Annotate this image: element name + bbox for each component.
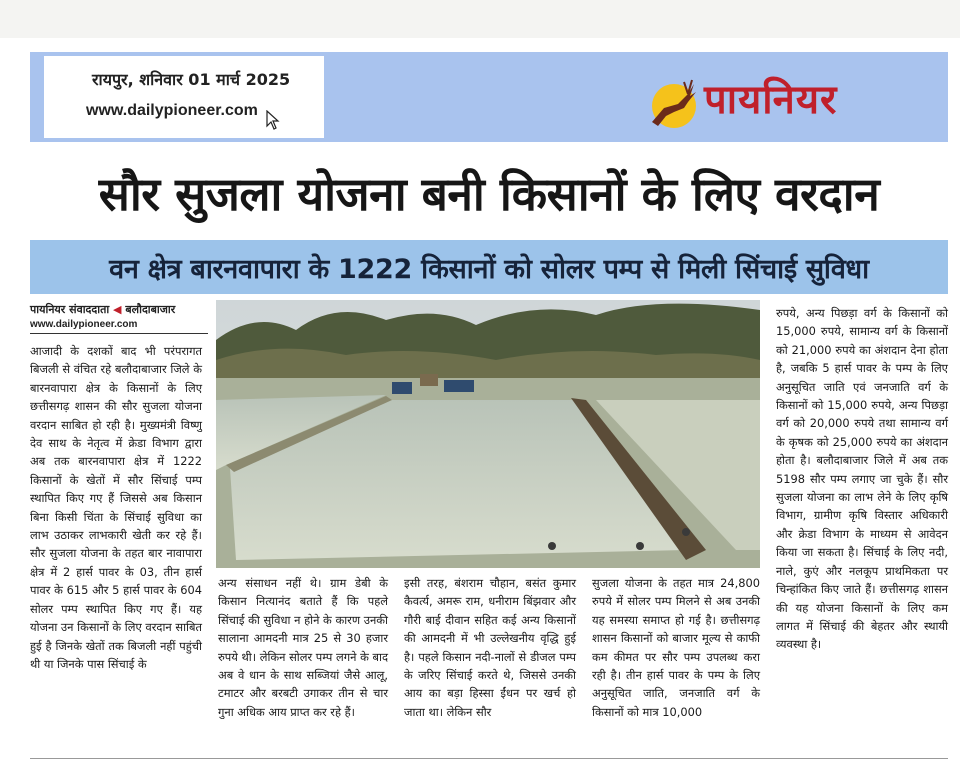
page-top-margin [0, 0, 960, 38]
column-3-text: इसी तरह, बंशराम चौहान, बसंत कुमार कैवर्त्य, अमरू राम, धनीराम बिंझवार और गौरी बाई दीवान सहित कई अन्य किसानों की आमदनी में भी उल्लेखनीय वृद्धि हुई है। पहले किसान नदी-नालों से डीजल पम्प के जरिए सिंचाई करते थे, जिससे उनकी आय का बड़ा हिस्सा ईंधन पर खर्च हो जाता था। लेकिन सौर [404, 576, 576, 719]
divider [30, 333, 208, 334]
byline-author: पायनियर संवाददाता [30, 303, 110, 316]
byline-url: www.dailypioneer.com [30, 319, 138, 330]
pioneer-logo [644, 64, 944, 132]
column-2-text: अन्य संसाधन नहीं थे। ग्राम डेबी के किसान नित्यानंद बताते हैं कि पहले सिंचाई की सुविधा न होने के कारण उनकी सालाना आमदनी मात्र 25 से 30 हजार रुपये थी। लेकिन सोलर पम्प लगने के बाद अब वे धान के साथ सब्जियां जैसे आलू, टमाटर और बरबटी उगाकर तीन से चार गुना अधिक आय प्राप्त कर रहे हैं। [218, 576, 388, 719]
byline [30, 302, 175, 317]
field-photo-image [216, 300, 760, 568]
deer-emblem-icon [644, 74, 702, 132]
paper-name: पायनियर [704, 77, 838, 123]
dateline-box [44, 56, 324, 138]
dateline: रायपुर, शनिवार 01 मार्च 2025 [92, 70, 291, 89]
column-5-text: रुपये, अन्य पिछड़ा वर्ग के किसानों को 15,000 रुपये, सामान्य वर्ग के किसानों को 21,000 रुपये का अंशदान देना होता है, जबकि 5 हार्स पावर के पम्प के लिए अनुसूचित जाति एवं जनजाति वर्ग के किसानों को 15,000 रुपये, अन्य पिछड़ा वर्ग को 20,000 रुपये तथा सामान्य वर्ग के कृषक को 25,000 रुपये का अंशदान होता है। बलौदाबाजार जिले में अब तक 5198 सौर पम्प लगाए जा चुके हैं। सौर सुजला योजना का लाभ लेने के लिए कृषि विभाग, ग्रामीण कृषि विस्तार अधिकारी और क्रेडा विभाग के माध्यम से आवेदन किया जा सकता है। सिंचाई के लिए नदी, नाले, कुएं और नलकूप प्राथमिकता पर चिन्हांकित किए जाते हैं। छत्तीसगढ़ शासन की यह योजना किसानों के लिए कम लागत में सिंचाई की बेहतर और स्थायी व्यवस्था है। [776, 306, 948, 652]
masthead [30, 52, 948, 142]
column-1-text: आजादी के दशकों बाद भी परंपरागत बिजली से वंचित रहे बलौदाबाजार जिले के बारनवापारा क्षेत्र के किसानों के लिए छत्तीसगढ़ शासन की सौर सुजला योजना वरदान साबित हो रही है। मुख्यमंत्री विष्णु देव साथ के नेतृत्व में क्रेडा विभाग द्वारा अब तक बारनवापारा क्षेत्र में 1222 किसानों के खेतों में सौर सिंचाई पम्प स्थापित किए गए हैं जिससे अब किसान बिना किसी चिंता के सिंचाई सुविधा का लाभ उठाकर लाभकारी खेती कर रहे हैं। सौर सुजला योजना के तहत बार नावापारा क्षेत्र में 2 हार्स पावर के 03, तीन हार्स पावर के 615 और 5 हार्स पावर के 604 सोलर पम्प स्थापित किए गए हैं। यह योजना उन किसानों के लिए वरदान साबित हुई है जिनके खेतों तक बिजली नहीं पहुंची थी या जिनके पास सिंचाई के [30, 344, 202, 671]
mouse-cursor-icon [266, 110, 280, 130]
article-photo [216, 300, 760, 568]
article-column-1 [30, 342, 202, 673]
headline: सौर सुजला योजना बनी किसानों के लिए वरदान [98, 167, 880, 221]
article-column-3 [404, 574, 576, 721]
byline-location: बलौदाबाजार [125, 303, 176, 316]
article-column-5 [776, 304, 948, 654]
subheadline-band [30, 240, 948, 294]
website-link[interactable]: www.dailypioneer.com [86, 102, 258, 119]
divider [30, 758, 948, 759]
subheadline: वन क्षेत्र बारनवापारा के 1222 किसानों को सोलर पम्प से मिली सिंचाई सुविधा [109, 254, 869, 285]
article-column-2 [218, 574, 388, 721]
column-4-text: सुजला योजना के तहत मात्र 24,800 रुपये में सोलर पम्प मिलने से अब उनकी यह समस्या समाप्त हो गई है। छत्तीसगढ़ शासन किसानों को बाजार मूल्य से काफी कम कीमत पर सौर पम्प उपलब्ध करा रही है। तीन हार्स पावर के पम्प के लिए अनुसूचित जाति, जनजाति वर्ग के किसानों को मात्र 10,000 [592, 576, 760, 719]
arrow-icon: ◀ [113, 303, 122, 316]
article-column-4 [592, 574, 760, 721]
